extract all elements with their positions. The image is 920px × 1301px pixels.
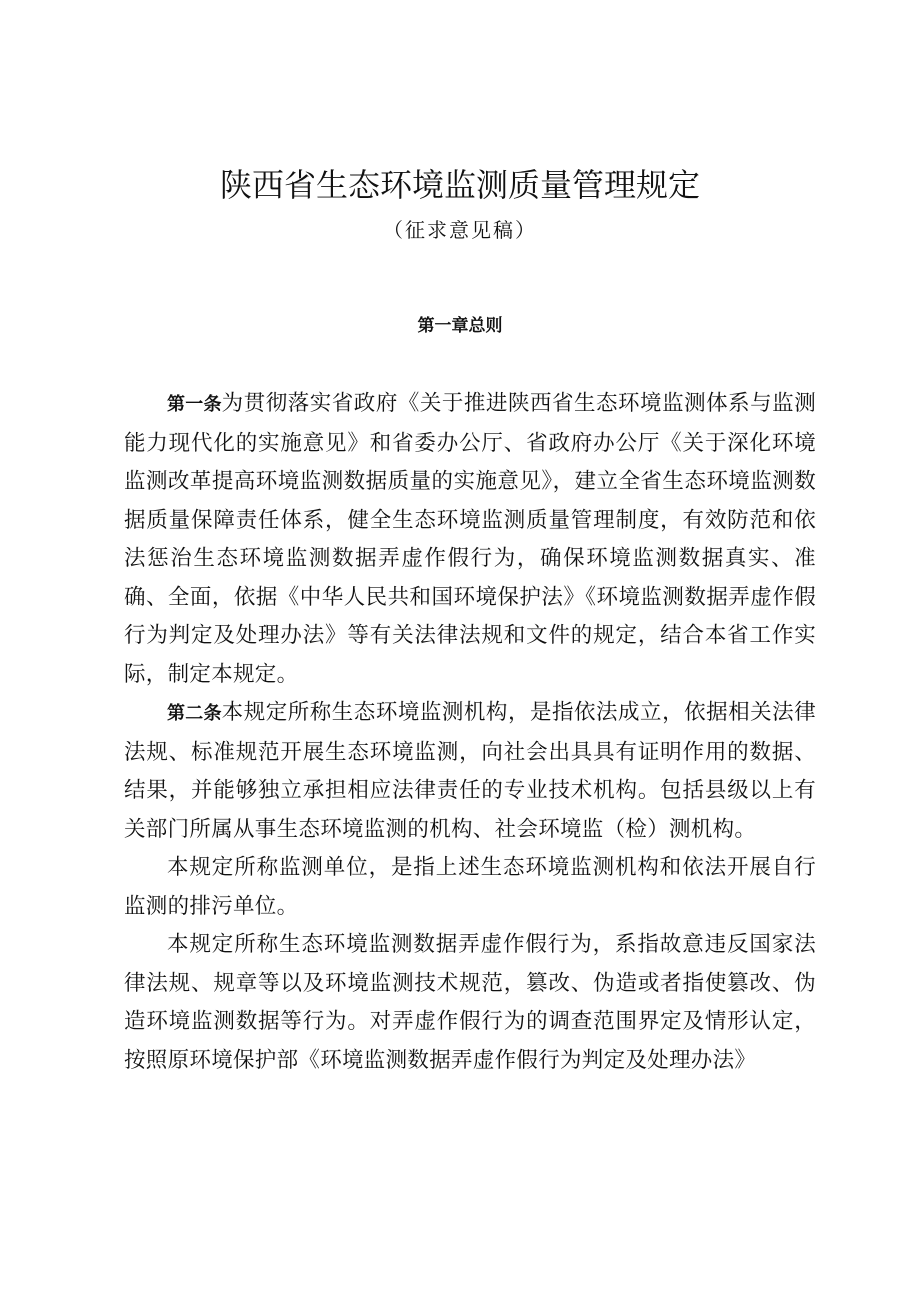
document-title: 陕西省生态环境监测质量管理规定 (219, 166, 700, 204)
document-body (124, 385, 816, 1080)
article-2-paragraph (124, 694, 816, 849)
article-1-paragraph (124, 385, 816, 694)
paragraph-text: 本规定所称生态环境监测数据弄虚作假行为，系指故意违反国家法律法规、规章等以及环境监测技术规范，篡改、伪造或者指使篡改、伪造环境监测数据等行为。对弄虚作假行为的调查范围界定及情形认定，按照原环境保护部《环境监测数据弄虚作假行为判定及处理办法》 (124, 932, 816, 1073)
article-label: 第二条 (167, 703, 222, 724)
document-subtitle: （征求意见稿） (383, 218, 537, 242)
definition-paragraph (124, 849, 816, 926)
article-label: 第一条 (167, 394, 222, 415)
paragraph-text: 本规定所称监测单位，是指上述生态环境监测机构和依法开展自行监测的排污单位。 (124, 855, 816, 919)
paragraph-text: 为贯彻落实省政府《关于推进陕西省生态环境监测体系与监测能力现代化的实施意见》和省委办公厅、省政府办公厅《关于深化环境监测改革提高环境监测数据质量的实施意见》，建立全省生态环境监测数据质量保障责任体系，健全生态环境监测质量管理制度，有效防范和依法惩治生态环境监测数据弄虚作假行为，确保环境监测数据真实、准确、全面，依据《中华人民共和国环境保护法》《环境监测数据弄虚作假行为判定及处理办法》等有关法律法规和文件的规定，结合本省工作实际，制定本规定。 (124, 391, 817, 687)
definition-paragraph (124, 926, 816, 1080)
chapter-heading: 第一章总则 (417, 316, 503, 336)
paragraph-text: 本规定所称生态环境监测机构，是指依法成立，依据相关法律法规、标准规范开展生态环境监测，向社会出具具有证明作用的数据、结果，并能够独立承担相应法律责任的专业技术机构。包括县级以上有关部门所属从事生态环境监测的机构、社会环境监（检）测机构。 (124, 700, 817, 842)
